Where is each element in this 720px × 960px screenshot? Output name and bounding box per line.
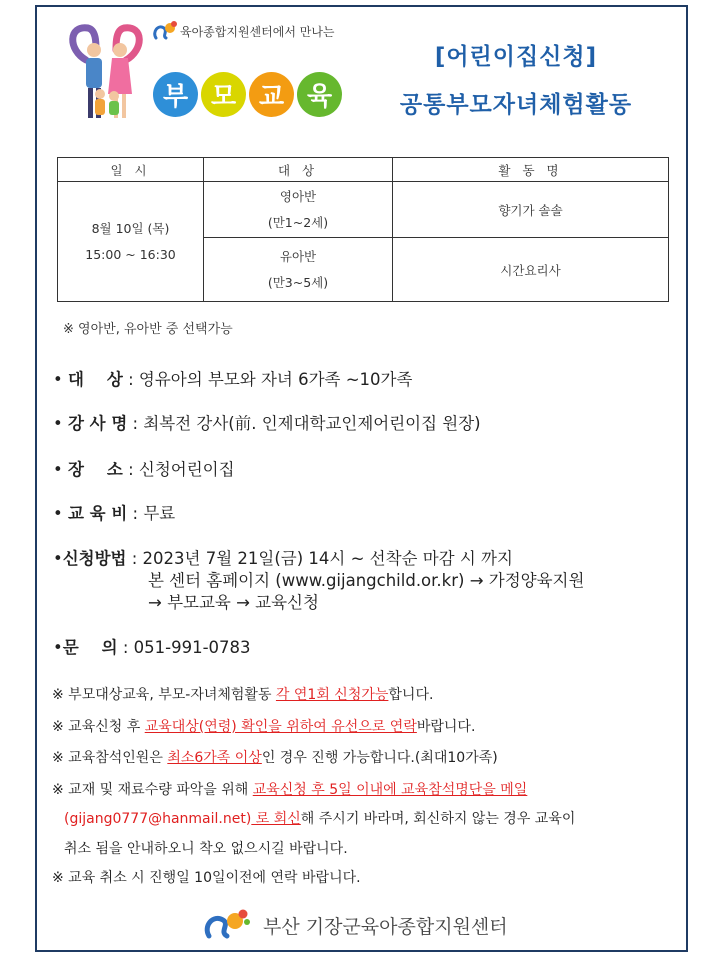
notice-text: ※ 교재 및 재료수량 파악을 위해 bbox=[52, 782, 253, 798]
notice-highlight: 로 회신 bbox=[251, 811, 301, 827]
center-logo-icon bbox=[203, 908, 253, 942]
notice-text: 바랍니다. bbox=[416, 719, 476, 735]
target-name: 유아반 bbox=[279, 248, 317, 264]
notice-4-cont bbox=[64, 808, 575, 828]
lecturer-row bbox=[53, 410, 481, 434]
place-label: 장 소 bbox=[67, 460, 123, 479]
bullet: • bbox=[53, 460, 68, 479]
notice-4-end: 취소 됨을 안내하오니 착오 없으시길 바랍니다. bbox=[64, 841, 348, 857]
notice-1 bbox=[52, 684, 433, 704]
bullet: • bbox=[53, 549, 63, 568]
table-header-row bbox=[58, 158, 669, 182]
target-value: : 영유아의 부모와 자녀 6가족 ~10가족 bbox=[128, 370, 413, 389]
apply-line3: → 부모교육 → 교육신청 bbox=[148, 593, 319, 612]
apply-line1: : 2023년 7월 21일(금) 14시 ~ 선착순 마감 시 까지 bbox=[131, 549, 513, 568]
target-age: (만1~2세) bbox=[267, 214, 329, 230]
contact-row bbox=[53, 634, 251, 658]
header-activity: 활 동 명 bbox=[393, 158, 669, 182]
footer bbox=[203, 908, 508, 942]
family-illustration bbox=[66, 20, 146, 128]
apply-label: 신청방법 bbox=[62, 549, 127, 568]
header-target: 대 상 bbox=[204, 158, 393, 182]
logo-circle-3: 교 bbox=[249, 72, 294, 117]
target-name: 영아반 bbox=[279, 188, 317, 204]
contact-label: 문 의 bbox=[62, 638, 118, 657]
schedule-time: 15:00 ~ 16:30 bbox=[85, 246, 176, 262]
page-title-line2: 공통부모자녀체험활동 bbox=[399, 92, 633, 118]
place-row bbox=[53, 456, 235, 480]
notice-text: 인 경우 진행 가능합니다.(최대10가족) bbox=[261, 750, 498, 766]
class-select-note: ※ 영아반, 유아반 중 선택가능 bbox=[63, 322, 233, 337]
target-cell bbox=[204, 238, 393, 302]
notice-text: ※ 부모대상교육, 부모-자녀체험활동 bbox=[52, 687, 276, 703]
email-link[interactable]: (gijang0777@hanmail.net) bbox=[64, 811, 252, 827]
target-label: 대 상 bbox=[67, 370, 123, 389]
logo-circle-1: 부 bbox=[153, 72, 198, 117]
fee-value: : 무료 bbox=[132, 504, 176, 523]
page-title-line1: [어린이집신청] bbox=[434, 44, 598, 70]
notice-highlight: 교육대상(연령) 확인을 위하여 유선으로 연락 bbox=[144, 719, 417, 735]
notice-highlight: 최소6가족 이상 bbox=[167, 750, 262, 766]
apply-line2: 본 센터 홈페이지 (www.gijangchild.or.kr) → 가정양육지원 bbox=[148, 571, 585, 590]
fee-label: 교 육 비 bbox=[67, 504, 128, 523]
fee-row bbox=[53, 500, 175, 524]
schedule-date: 8월 10일 (목) bbox=[91, 220, 170, 236]
notice-text: ※ 교육참석인원은 bbox=[52, 750, 168, 766]
notice-3 bbox=[52, 747, 498, 767]
lecturer-value: : 최복전 강사(前. 인제대학교인제어린이집 원장) bbox=[132, 414, 481, 433]
target-cell bbox=[204, 182, 393, 238]
place-value: : 신청어린이집 bbox=[128, 460, 235, 479]
bullet: • bbox=[53, 370, 68, 389]
datetime-cell bbox=[58, 182, 204, 302]
table-row bbox=[58, 182, 669, 238]
activity-cell: 향기가 솔솔 bbox=[393, 182, 669, 238]
target-row bbox=[53, 366, 412, 390]
bullet: • bbox=[53, 414, 68, 433]
lecturer-label: 강 사 명 bbox=[67, 414, 128, 433]
tagline bbox=[152, 20, 335, 42]
notice-2 bbox=[52, 716, 475, 736]
tagline-text: 육아종합지원센터에서 만나는 bbox=[180, 24, 335, 39]
footer-org-name: 부산 기장군육아종합지원센터 bbox=[263, 915, 508, 938]
notice-text: 해 주시기 바라며, 회신하지 않는 경우 교육이 bbox=[300, 811, 576, 827]
logo-circle-4: 육 bbox=[297, 72, 342, 117]
contact-value: : 051-991-0783 bbox=[122, 638, 251, 657]
notice-4 bbox=[52, 779, 527, 799]
notice-text: ※ 교육신청 후 bbox=[52, 719, 145, 735]
schedule-table bbox=[57, 157, 669, 302]
parent-education-logo bbox=[153, 72, 345, 117]
center-logo-icon bbox=[152, 20, 178, 42]
logo-circle-2: 모 bbox=[201, 72, 246, 117]
notice-highlight: 각 연1회 신청가능 bbox=[275, 687, 389, 703]
bullet: • bbox=[53, 504, 68, 523]
notice-text: 합니다. bbox=[388, 687, 434, 703]
bullet: • bbox=[53, 638, 63, 657]
notice-highlight: 교육신청 후 5일 이내에 교육참석명단을 메일 bbox=[252, 782, 528, 798]
apply-row bbox=[53, 545, 513, 569]
activity-cell: 시간요리사 bbox=[393, 238, 669, 302]
notice-5: ※ 교육 취소 시 진행일 10일이전에 연락 바랍니다. bbox=[52, 870, 361, 886]
header-datetime: 일 시 bbox=[58, 158, 204, 182]
target-age: (만3~5세) bbox=[267, 274, 329, 290]
